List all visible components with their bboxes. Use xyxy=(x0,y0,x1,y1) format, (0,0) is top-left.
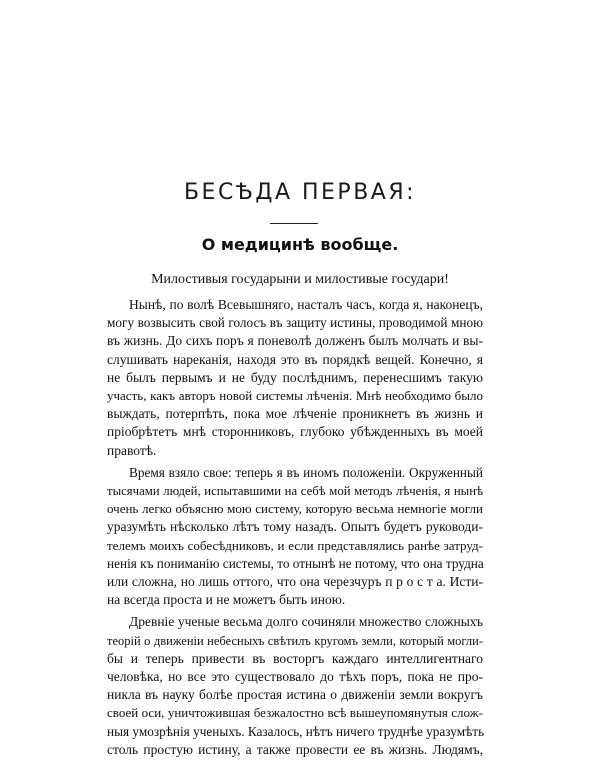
text-line: участь, какъ авторъ новой системы лѣченія. Мнѣ необходимо было xyxy=(107,388,483,404)
text-line: теорій о движеніи небесныхъ свѣтилъ кругомъ земли, который могли- xyxy=(107,633,483,648)
text-line: ныя умозрѣнія ученыхъ. Казалось, нѣтъ ничего труднѣе уразумѣть xyxy=(107,723,485,739)
text-line: уразумѣть нѣсколько лѣтъ тому назадъ. Опытъ будетъ руководи- xyxy=(107,519,483,535)
salutation: Милостивыя государыни и милостивые государи! xyxy=(151,272,449,287)
body-text xyxy=(107,296,483,763)
text-line: выждать, потерпѣть, пока мое лѣченіе проникнетъ въ жизнь и xyxy=(107,406,483,422)
text-line: слушивать нареканія, находя это въ порядкѣ вещей. Конечно, я xyxy=(107,351,483,367)
text-line: столь простую истину, а также провести ее въ жизнь. Людямъ, xyxy=(107,741,483,757)
text-line: пріобрѣтетъ мнѣ сторонниковъ, глубоко убѣжденныхъ въ моей xyxy=(107,424,483,440)
chapter-title: БЕСѢДА ПЕРВАЯ: xyxy=(183,180,417,205)
text-line: очень легко объясню мою систему, которую весьма немногіе могли xyxy=(107,501,483,517)
title-divider xyxy=(270,223,318,224)
text-line: Время взяло свое: теперь я въ иномъ положеніи. Окруженный xyxy=(129,464,483,480)
text-line: не былъ первымъ и не буду послѣднимъ, перенесшимъ такую xyxy=(107,369,483,385)
chapter-subtitle: О медицинѣ вообще. xyxy=(201,235,399,254)
text-line: человѣка, но все это существовало до тѣхъ поръ, пока не про- xyxy=(107,669,483,685)
text-line: тысячами людей, испытавшими на себѣ мой методъ лѣченія, я нынѣ xyxy=(107,484,483,499)
text-line: Нынѣ, по волѣ Всевышняго, насталъ часъ, когда я, наконецъ, xyxy=(129,297,483,312)
text-line: могу возвысить свой голосъ въ защиту истины, проводимой мною xyxy=(107,315,483,331)
text-line: ненія къ пониманію системы, то отнынѣ не потому, что она трудна xyxy=(107,555,484,571)
text-line: въ жизнь. До сихъ поръ я поневолѣ долженъ былъ молчать и вы- xyxy=(107,333,483,349)
paragraph-2 xyxy=(107,464,483,610)
text-line: на всегда проста и не можетъ быть иною. xyxy=(107,592,346,608)
text-line: правотѣ. xyxy=(107,442,157,458)
text-line: своей оси, уничтожившая безжалостно всѣ вышеупомянутыя слож- xyxy=(107,705,483,721)
text-line: бы и теперь привести въ восторгъ каждаго интеллигентнаго xyxy=(107,650,483,666)
text-line: Древніе ученые весьма долго сочиняли множество сложныхъ xyxy=(129,614,483,630)
text-line: или сложна, но лишь оттого, что она черезчуръ п р о с т а. Исти- xyxy=(107,574,483,590)
text-line: телемъ моихъ собесѣдниковъ, и если представлялись ранѣе затруд- xyxy=(107,537,483,553)
paragraph-3 xyxy=(107,613,483,759)
paragraph-1 xyxy=(107,296,483,460)
text-line: никла въ науку болѣе простая истина о движеніи земли вокругъ xyxy=(107,687,483,703)
